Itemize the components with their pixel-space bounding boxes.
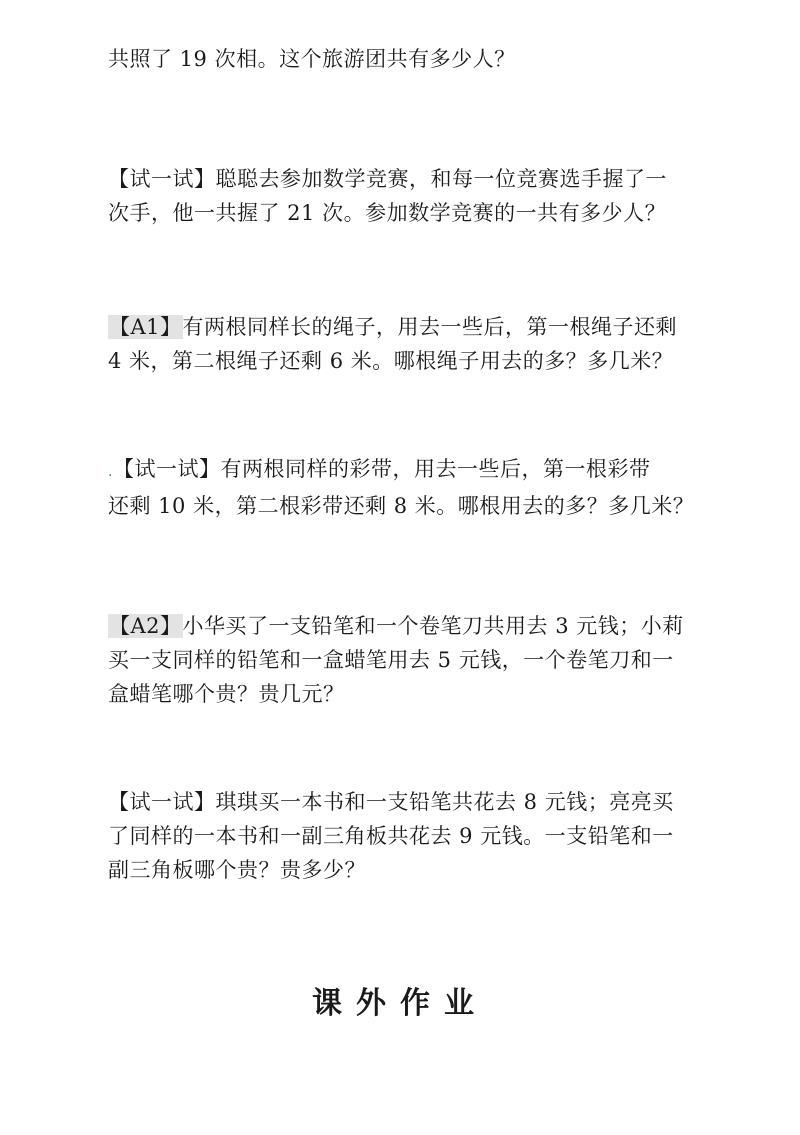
text-line: 次手，他一共握了 21 次。参加数学竞赛的一共有多少人？ <box>108 201 667 225</box>
text-line: 了同样的一本书和一副三角板共花去 9 元钱。一支铅笔和一 <box>108 824 674 848</box>
paragraph-ribbon-problem <box>108 452 698 523</box>
paragraph-book-problem <box>108 785 698 887</box>
text-line: 共照了 19 次相。这个旅游团共有多少人？ <box>108 47 516 71</box>
paragraph-a2-pencil-problem <box>108 609 698 711</box>
text-line: 【试一试】琪琪买一本书和一支铅笔共花去 8 元钱；亮亮买 <box>108 790 674 814</box>
text-segment: 小华买了一支铅笔和一个卷笔刀共用去 3 元钱；小莉 <box>182 614 684 638</box>
stray-mark: . <box>108 464 113 480</box>
text-line <box>108 452 698 489</box>
problem-tag-a2: 【A2】 <box>109 614 182 638</box>
text-segment: 【试一试】有两根同样的彩带，用去一些后，第一根彩带 <box>112 457 651 481</box>
paragraph-handshake-problem <box>108 162 698 230</box>
text-segment: 有两根同样长的绳子，用去一些后，第一根绳子还剩 <box>182 315 678 339</box>
paragraph-a1-rope-problem <box>108 310 698 378</box>
text-line: 还剩 10 米，第二根彩带还剩 8 米。哪根用去的多？多几米？ <box>108 494 695 518</box>
text-line: 盒蜡笔哪个贵？贵几元？ <box>108 682 345 706</box>
text-line <box>108 310 698 344</box>
paragraph-photo-problem <box>108 42 698 76</box>
text-line <box>108 609 698 643</box>
text-line: 副三角板哪个贵？贵多少？ <box>108 858 366 882</box>
text-line: 【试一试】聪聪去参加数学竞赛，和每一位竞赛选手握了一 <box>108 167 667 191</box>
text-line: 买一支同样的铅笔和一盒蜡笔用去 5 元钱，一个卷笔刀和一 <box>108 648 674 672</box>
problem-tag-a1: 【A1】 <box>109 315 182 339</box>
section-title: 课外作业 <box>312 986 488 1021</box>
text-line: 4 米，第二根绳子还剩 6 米。哪根绳子用去的多？多几米？ <box>108 349 674 373</box>
